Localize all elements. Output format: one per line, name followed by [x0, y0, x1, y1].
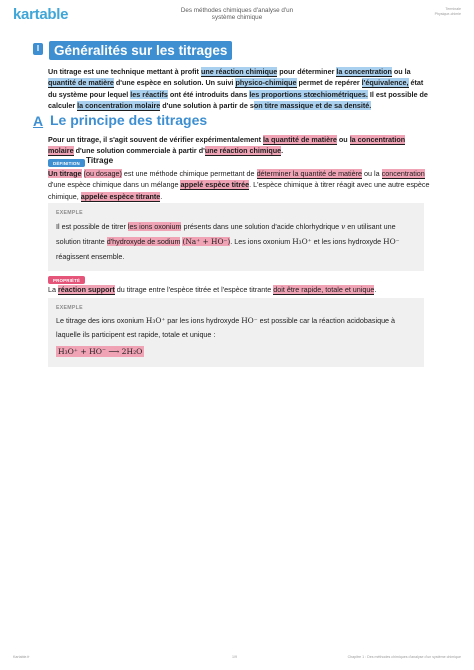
- definition-paragraph: [48, 168, 430, 202]
- text: est une méthode chimique permettant de: [121, 169, 257, 178]
- reaction-equation: H₃O⁺ + HO⁻ ⟶ 2H₂O: [58, 347, 143, 356]
- highlight: quantité de matière: [48, 78, 114, 88]
- section-title: Généralités sur les titrages: [49, 41, 232, 60]
- highlight: les ions oxonium: [127, 222, 182, 231]
- document-title-line2: système chimique: [211, 14, 263, 22]
- text: en utilisant une solution titrante: [56, 222, 396, 246]
- example-label: EXEMPLE: [56, 305, 83, 311]
- level-label: Terminale: [445, 7, 461, 11]
- definition-title: Titrage: [86, 156, 114, 165]
- principe-paragraph: [48, 134, 430, 157]
- document-title-line1: Des méthodes chimiques d'analyse d'un: [180, 7, 294, 14]
- generalites-paragraph: [48, 66, 430, 112]
- text: Il est possible de titrer: [56, 222, 128, 231]
- kartable-logo[interactable]: kartable: [13, 6, 69, 23]
- highlight: d'hydroxyde de sodium: [106, 237, 181, 246]
- text: est possible car la réaction acidobasique à laquelle ils participent est rapide, totale et unique :: [56, 316, 396, 339]
- highlight: (ou dosage): [83, 169, 122, 178]
- text: Le titrage des ions oxonium: [56, 316, 146, 325]
- text: du titrage entre l'espèce titrée et l'espèce titrante: [114, 285, 274, 294]
- text: d'une solution à partir de s: [160, 101, 254, 111]
- section-number-badge: I: [33, 43, 43, 55]
- text: d'une espèce en solution. Un suivi: [113, 78, 236, 88]
- text: . L'espèce chimique à titrer réagit avec une autre espèce chimique,: [48, 180, 430, 201]
- highlight: la concentration molaire: [48, 135, 406, 156]
- highlight: concentration: [381, 169, 425, 178]
- highlight: appelée espèce titrante: [80, 191, 161, 201]
- highlight: appelé espèce titrée: [180, 180, 250, 190]
- page-number: 1/9: [232, 655, 237, 659]
- text: ou la: [362, 169, 382, 178]
- example-text: [56, 314, 418, 342]
- highlight: les proportions stœchiométriques.: [249, 89, 368, 99]
- formula: HO⁻: [383, 237, 400, 246]
- text: présents dans une solution d'acide chlorhydrique: [181, 222, 342, 231]
- subsection-title: Le principe des titrages: [50, 112, 208, 128]
- highlight: physico-chimique: [235, 78, 297, 88]
- formula: v: [341, 222, 346, 231]
- text: . Les ions oxonium: [230, 237, 293, 246]
- text: permet de repérer: [296, 78, 362, 88]
- footer-site: Kartable.fr: [13, 655, 30, 659]
- subsection-letter: A: [33, 113, 44, 129]
- text: état du système pour lequel: [48, 78, 424, 99]
- formula: H₃O⁺: [145, 316, 166, 325]
- text: .: [281, 146, 284, 156]
- text: d'une solution commerciale à partir d': [73, 146, 205, 156]
- highlight: l'équivalence,: [361, 78, 409, 88]
- text: ont été introduits dans: [167, 89, 250, 99]
- highlight: les réactifs: [130, 89, 168, 99]
- text: ou la: [391, 67, 411, 76]
- text: pour déterminer: [277, 67, 337, 76]
- footer-chapter: Chapitre 1 : Des méthodes chimiques d'analyse d'un système chimique: [347, 655, 461, 659]
- text: réagissent ensemble.: [56, 252, 125, 261]
- highlight: doit être rapide, totale et unique: [273, 285, 375, 294]
- definition-tag: DÉFINITION: [48, 159, 85, 167]
- highlight: une réaction chimique: [200, 67, 278, 76]
- text: d'une espèce chimique dans un mélange: [48, 180, 181, 190]
- formula: H₃O⁺: [292, 237, 312, 246]
- text: par les ions hydroxyde: [165, 316, 242, 325]
- highlight: une réaction chimique: [204, 146, 282, 156]
- text: La: [48, 285, 58, 294]
- example-label: EXEMPLE: [56, 210, 83, 216]
- highlight: la concentration molaire: [77, 101, 161, 111]
- highlight: réaction support: [58, 285, 115, 294]
- text: .: [374, 285, 377, 294]
- text: Il est possible de calculer: [48, 89, 428, 111]
- property-tag: PROPRIÉTÉ: [48, 276, 85, 284]
- text: .: [160, 191, 163, 201]
- document-title: [150, 7, 324, 22]
- highlight: la concentration: [336, 67, 392, 76]
- property-paragraph: [48, 284, 430, 295]
- example-text: [56, 219, 418, 264]
- subject-label: Physique-chimie: [434, 11, 461, 16]
- text: et les ions hydroxyde: [311, 237, 384, 246]
- text: Pour un titrage, il s'agit souvent de vérifier expérimentalement: [48, 135, 263, 144]
- highlight: la quantité de matière: [263, 135, 337, 144]
- formula: HO⁻: [241, 316, 258, 325]
- highlight: Un titrage: [48, 169, 82, 178]
- highlight: déterminer la quantité de matière: [256, 169, 363, 178]
- formula: (Na⁺ + HO⁻): [182, 237, 231, 246]
- text: Un titrage est une technique mettant à profit: [48, 67, 201, 76]
- text: ou: [336, 135, 350, 144]
- highlight: on titre massique et de sa densité.: [253, 101, 372, 111]
- level-subject: [435, 7, 461, 16]
